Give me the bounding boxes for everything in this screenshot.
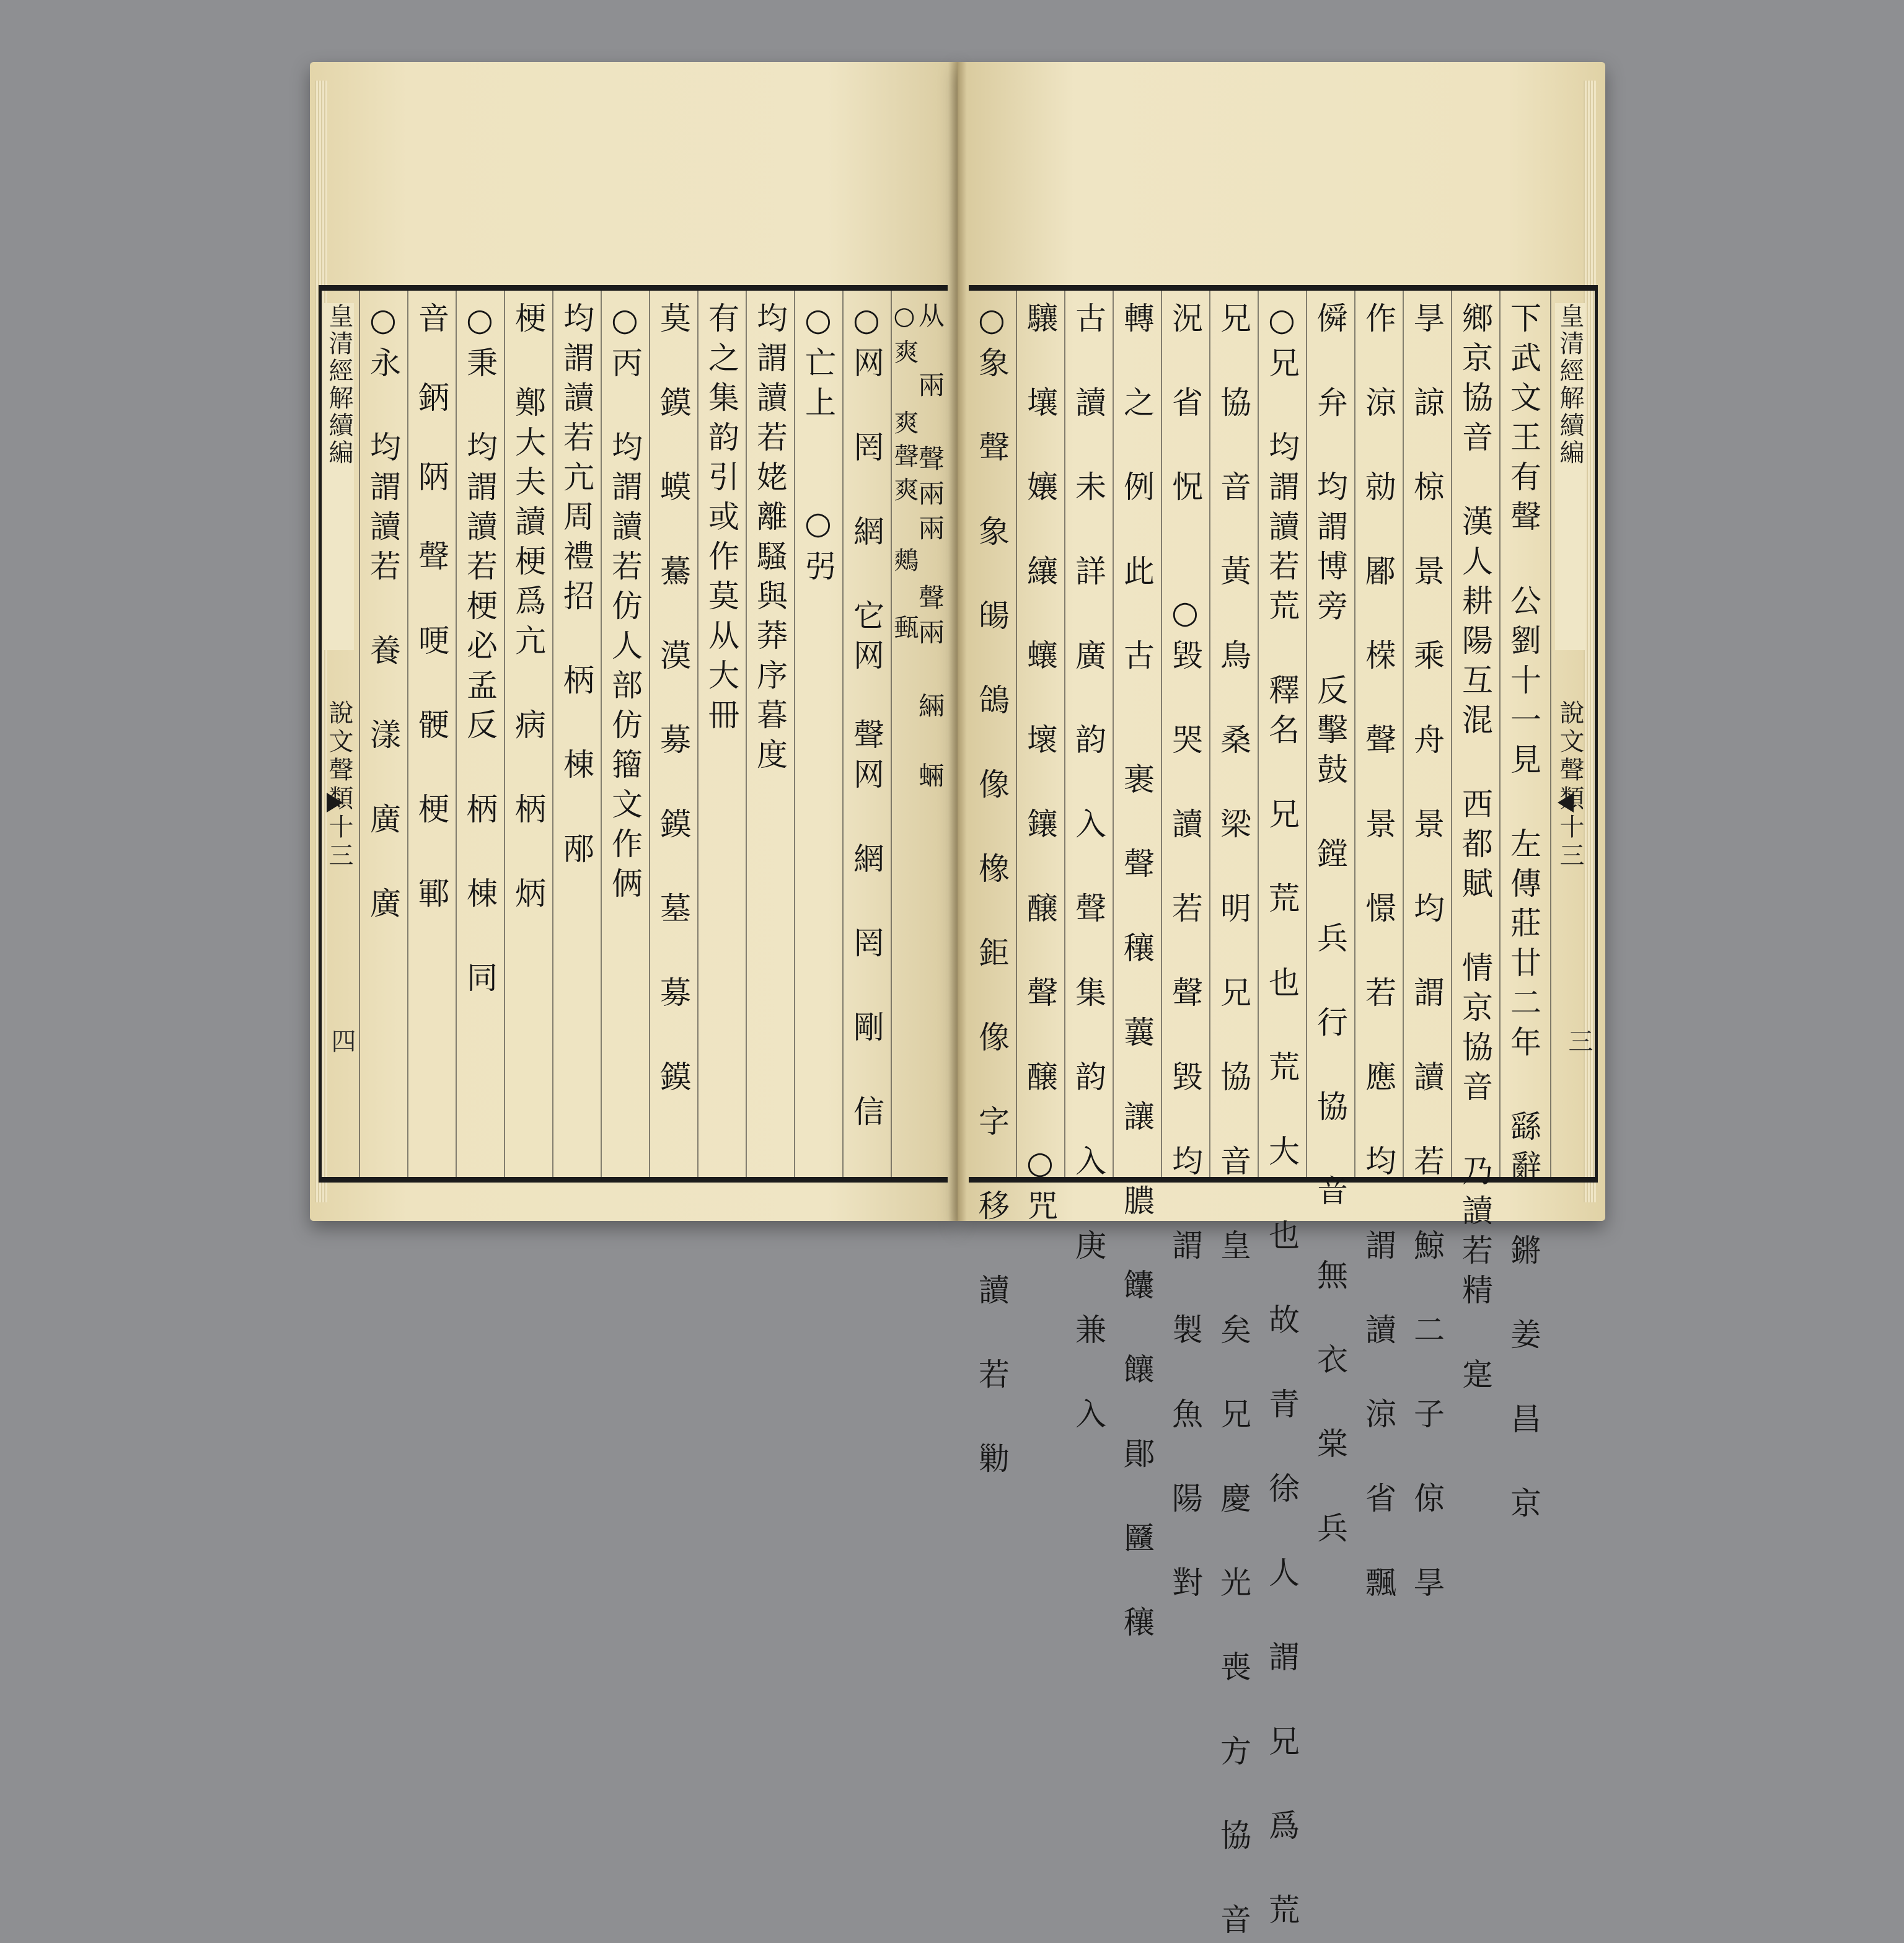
text-column: ○象 聲 象 䑗 鴿 像 橡 鉅 像 字 移 讀 若 勦 [974, 302, 1010, 1482]
text-column: 僢 弁 均謂博旁 反擊鼓 鏜 兵 行 協 音 無 衣 棠 兵 [1312, 302, 1348, 1551]
text-column: ○爽 爽聲爽 鷞 甀 [890, 302, 919, 648]
page-number: 三 [1564, 1028, 1593, 1053]
text-column: 古 讀 未 詳 廣 韵 入 聲 集 韵 入 庚 兼 入 [1070, 302, 1106, 1437]
right-margin-subtitle: 說文聲類十三 [1556, 700, 1584, 871]
open-book [310, 62, 1605, 1943]
column-rule [456, 291, 457, 1177]
column-rule [1306, 291, 1307, 1177]
column-rule [697, 291, 699, 1177]
text-column: 莫 鏌 蟆 驀 漠 募 鏌 墓 募 鏌 [655, 302, 691, 1100]
column-rule [407, 291, 408, 1177]
fold-mark-icon [327, 793, 343, 813]
left-page [310, 62, 958, 1221]
left-margin-subtitle: 說文聲類十三 [325, 700, 353, 871]
column-rule [649, 291, 650, 1177]
right-margin-title: 皇清經解續編 [1555, 303, 1585, 650]
column-rule [842, 291, 844, 1177]
text-column: ○亡上 ○弜 [800, 302, 836, 589]
column-rule [1016, 291, 1017, 1177]
text-column: ○永 均謂讀若 養 漾 廣 廣 [365, 302, 401, 927]
text-column: 有之集韵引或作莫从大冊 [703, 302, 739, 738]
column-rule [504, 291, 505, 1177]
text-column: 鄉京協音 漢人耕陽互混 西都賦 情京協音 乃讀若精 寔 [1457, 302, 1493, 1398]
text-column: 从 兩 聲兩兩 聲兩 緉 蜽 [915, 302, 945, 796]
page-number: 四 [327, 1028, 356, 1053]
column-rule [746, 291, 747, 1177]
right-print-frame [969, 285, 1598, 1943]
text-column: 作 涼 勍 䣝 㮠 聲 景 憬 若 應 均 謂 讀 涼 省 飄 [1360, 302, 1396, 1606]
column-rule [1451, 291, 1452, 1177]
column-rule [1113, 291, 1114, 1177]
column-rule [794, 291, 795, 1177]
text-column: ○丙 均謂讀若仿人部仿籀文作俩 [607, 302, 643, 907]
left-print-frame [319, 285, 948, 1183]
text-column: 況 省 怳 ○毀 哭 讀 若 聲 毀 均 謂 製 魚 陽 對 [1167, 302, 1203, 1606]
text-column: ○兄 均謂讀若荒 釋名 兄 荒 也 荒 大 也 故 青 徐 人 謂 兄 爲 荒 [1264, 302, 1300, 1933]
column-rule [1403, 291, 1404, 1177]
column-rule [1550, 291, 1551, 1177]
book-spine [948, 62, 967, 1221]
column-rule [601, 291, 602, 1177]
text-column: 驤 壤 孃 纕 蠰 壞 鑲 醸 聲 醸 ○咒 [1022, 302, 1058, 1229]
text-column: 音 鈵 陃 聲 哽 骾 梗 鄆 [413, 302, 449, 917]
left-margin-title: 皇清經解續編 [324, 303, 354, 650]
text-column: ○网 罔 網 它网 聲网 網 罔 剛 信 [848, 302, 884, 1135]
column-rule [1161, 291, 1162, 1177]
text-column: ○秉 均謂讀若梗必孟反 柄 棟 同 [462, 302, 498, 1001]
text-column: 㫗 諒 椋 景 乘 舟 景 均 謂 讀 若 鯨 二 子 倞 㫗 [1409, 302, 1445, 1606]
fold-mark-icon [1558, 793, 1574, 813]
text-column: 梗 鄭大夫讀梗爲亢 病 柄 炳 [510, 302, 546, 917]
text-column: 均謂讀若姥離騷與莽序暮度 [752, 302, 788, 778]
column-rule [1258, 291, 1259, 1177]
column-rule [1499, 291, 1501, 1177]
column-rule [1209, 291, 1210, 1177]
column-rule [552, 291, 553, 1177]
text-column: 兄 協 音 黃 鳥 桑 梁 明 兄 協 音 皇 矣 兄 慶 光 喪 方 協 音 [1215, 302, 1251, 1943]
text-column: 轉 之 例 此 古 裹 聲 穰 蘘 讓 膿 饢 饟 鄖 㔶 穰 [1119, 302, 1155, 1646]
text-column: 均謂讀若亢周禮招 柄 棟 邴 [558, 302, 594, 872]
column-rule [1064, 291, 1065, 1177]
text-column: 下武文王有聲 公劉十一見 左傳莊廿二年 繇辭 鏘 姜 昌 京 [1505, 302, 1541, 1527]
column-rule [1354, 291, 1355, 1177]
